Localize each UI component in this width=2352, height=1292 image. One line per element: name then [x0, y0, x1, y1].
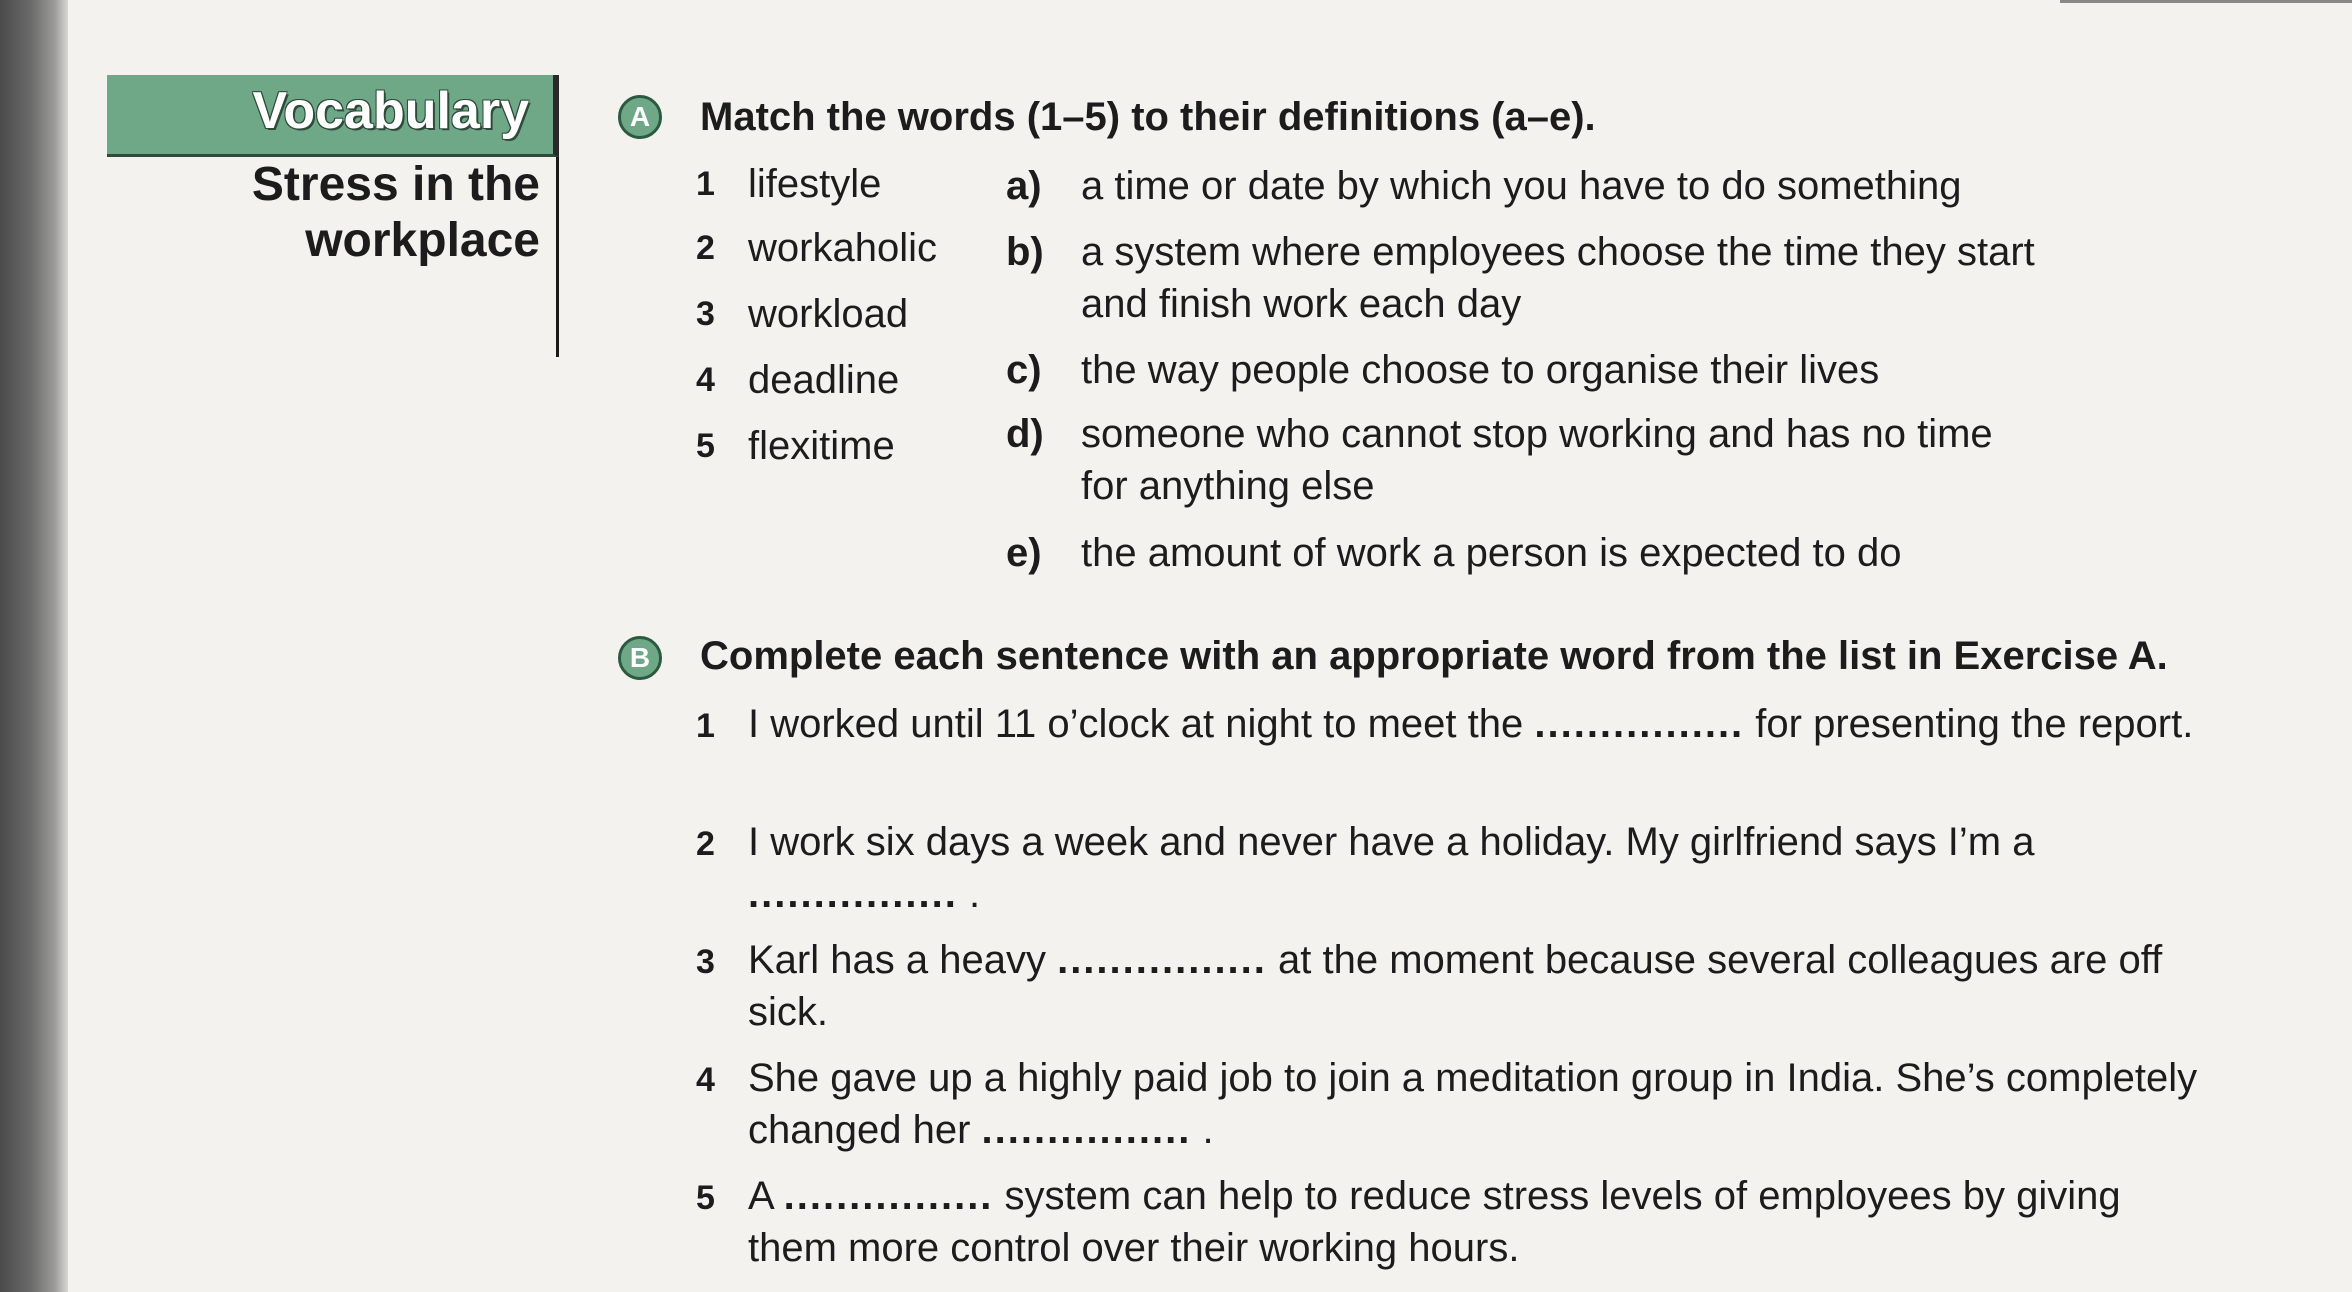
vocabulary-banner [107, 75, 559, 157]
answer-blank[interactable]: ................ [981, 1108, 1192, 1152]
sentence-text: A ................ system can help to reduce stress levels of employees by giving them more control over their working hours. [748, 1174, 2121, 1270]
topic-divider [556, 157, 559, 357]
definition-text: someone who cannot stop working and has no time [1081, 412, 1993, 456]
exercise-a-instruction: Match the words (1–5) to their definitions (a–e). [700, 95, 1596, 139]
sentence-number: 3 [696, 943, 715, 981]
word-number: 3 [696, 295, 715, 333]
sentence-number: 1 [696, 707, 715, 745]
sentence-text: She gave up a highly paid job to join a meditation group in India. She’s completely changed her ................ . [748, 1056, 2198, 1152]
topic-line-1: Stress in the [251, 158, 540, 211]
definition-text: the way people choose to organise their lives [1081, 348, 1880, 392]
sentence-number: 4 [696, 1061, 715, 1099]
sentence-number: 2 [696, 825, 715, 863]
exercise-a-badge: A [618, 95, 662, 139]
sentence-number: 5 [696, 1179, 715, 1217]
word-label: lifestyle [748, 162, 882, 206]
word-number: 4 [696, 361, 715, 399]
definition-letter: b) [1006, 230, 1044, 274]
exercise-b-badge: B [618, 636, 662, 680]
word-label: workload [748, 292, 909, 336]
answer-blank[interactable]: ................ [748, 872, 958, 916]
word-number: 5 [696, 427, 715, 465]
definition-letter: c) [1006, 348, 1042, 392]
word-label: workaholic [748, 226, 937, 270]
section-title: Vocabulary [252, 82, 529, 140]
topic-title [100, 157, 540, 269]
definition-text: a time or date by which you have to do something [1081, 164, 1962, 208]
definition-letter: a) [1006, 164, 1042, 208]
definition-text-cont: and finish work each day [1081, 282, 1522, 326]
answer-blank[interactable]: ................ [1057, 938, 1267, 982]
answer-blank[interactable]: ................ [783, 1174, 994, 1218]
definition-text: the amount of work a person is expected to do [1081, 531, 1902, 575]
sentence-text: I worked until 11 o’clock at night to meet the ................ for presenting the report. [748, 702, 2194, 746]
book-spine-shadow [0, 0, 68, 1292]
definition-text: a system where employees choose the time they start [1081, 230, 2035, 274]
word-label: deadline [748, 358, 900, 402]
answer-blank[interactable]: ................ [1534, 702, 1745, 746]
exercise-b-instruction: Complete each sentence with an appropriate word from the list in Exercise A. [700, 634, 2168, 678]
top-edge-line [2060, 0, 2352, 3]
definition-letter: e) [1006, 531, 1042, 575]
definition-text-cont: for anything else [1081, 464, 1375, 508]
word-label: flexitime [748, 424, 895, 468]
word-number: 2 [696, 229, 715, 267]
sentence-text: Karl has a heavy ................ at the moment because several colleagues are off sick. [748, 938, 2163, 1034]
topic-line-2: workplace [305, 214, 540, 267]
definition-letter: d) [1006, 412, 1044, 456]
sentence-text: I work six days a week and never have a holiday. My girlfriend says I’m a ................ . [748, 820, 2035, 916]
word-number: 1 [696, 165, 715, 203]
